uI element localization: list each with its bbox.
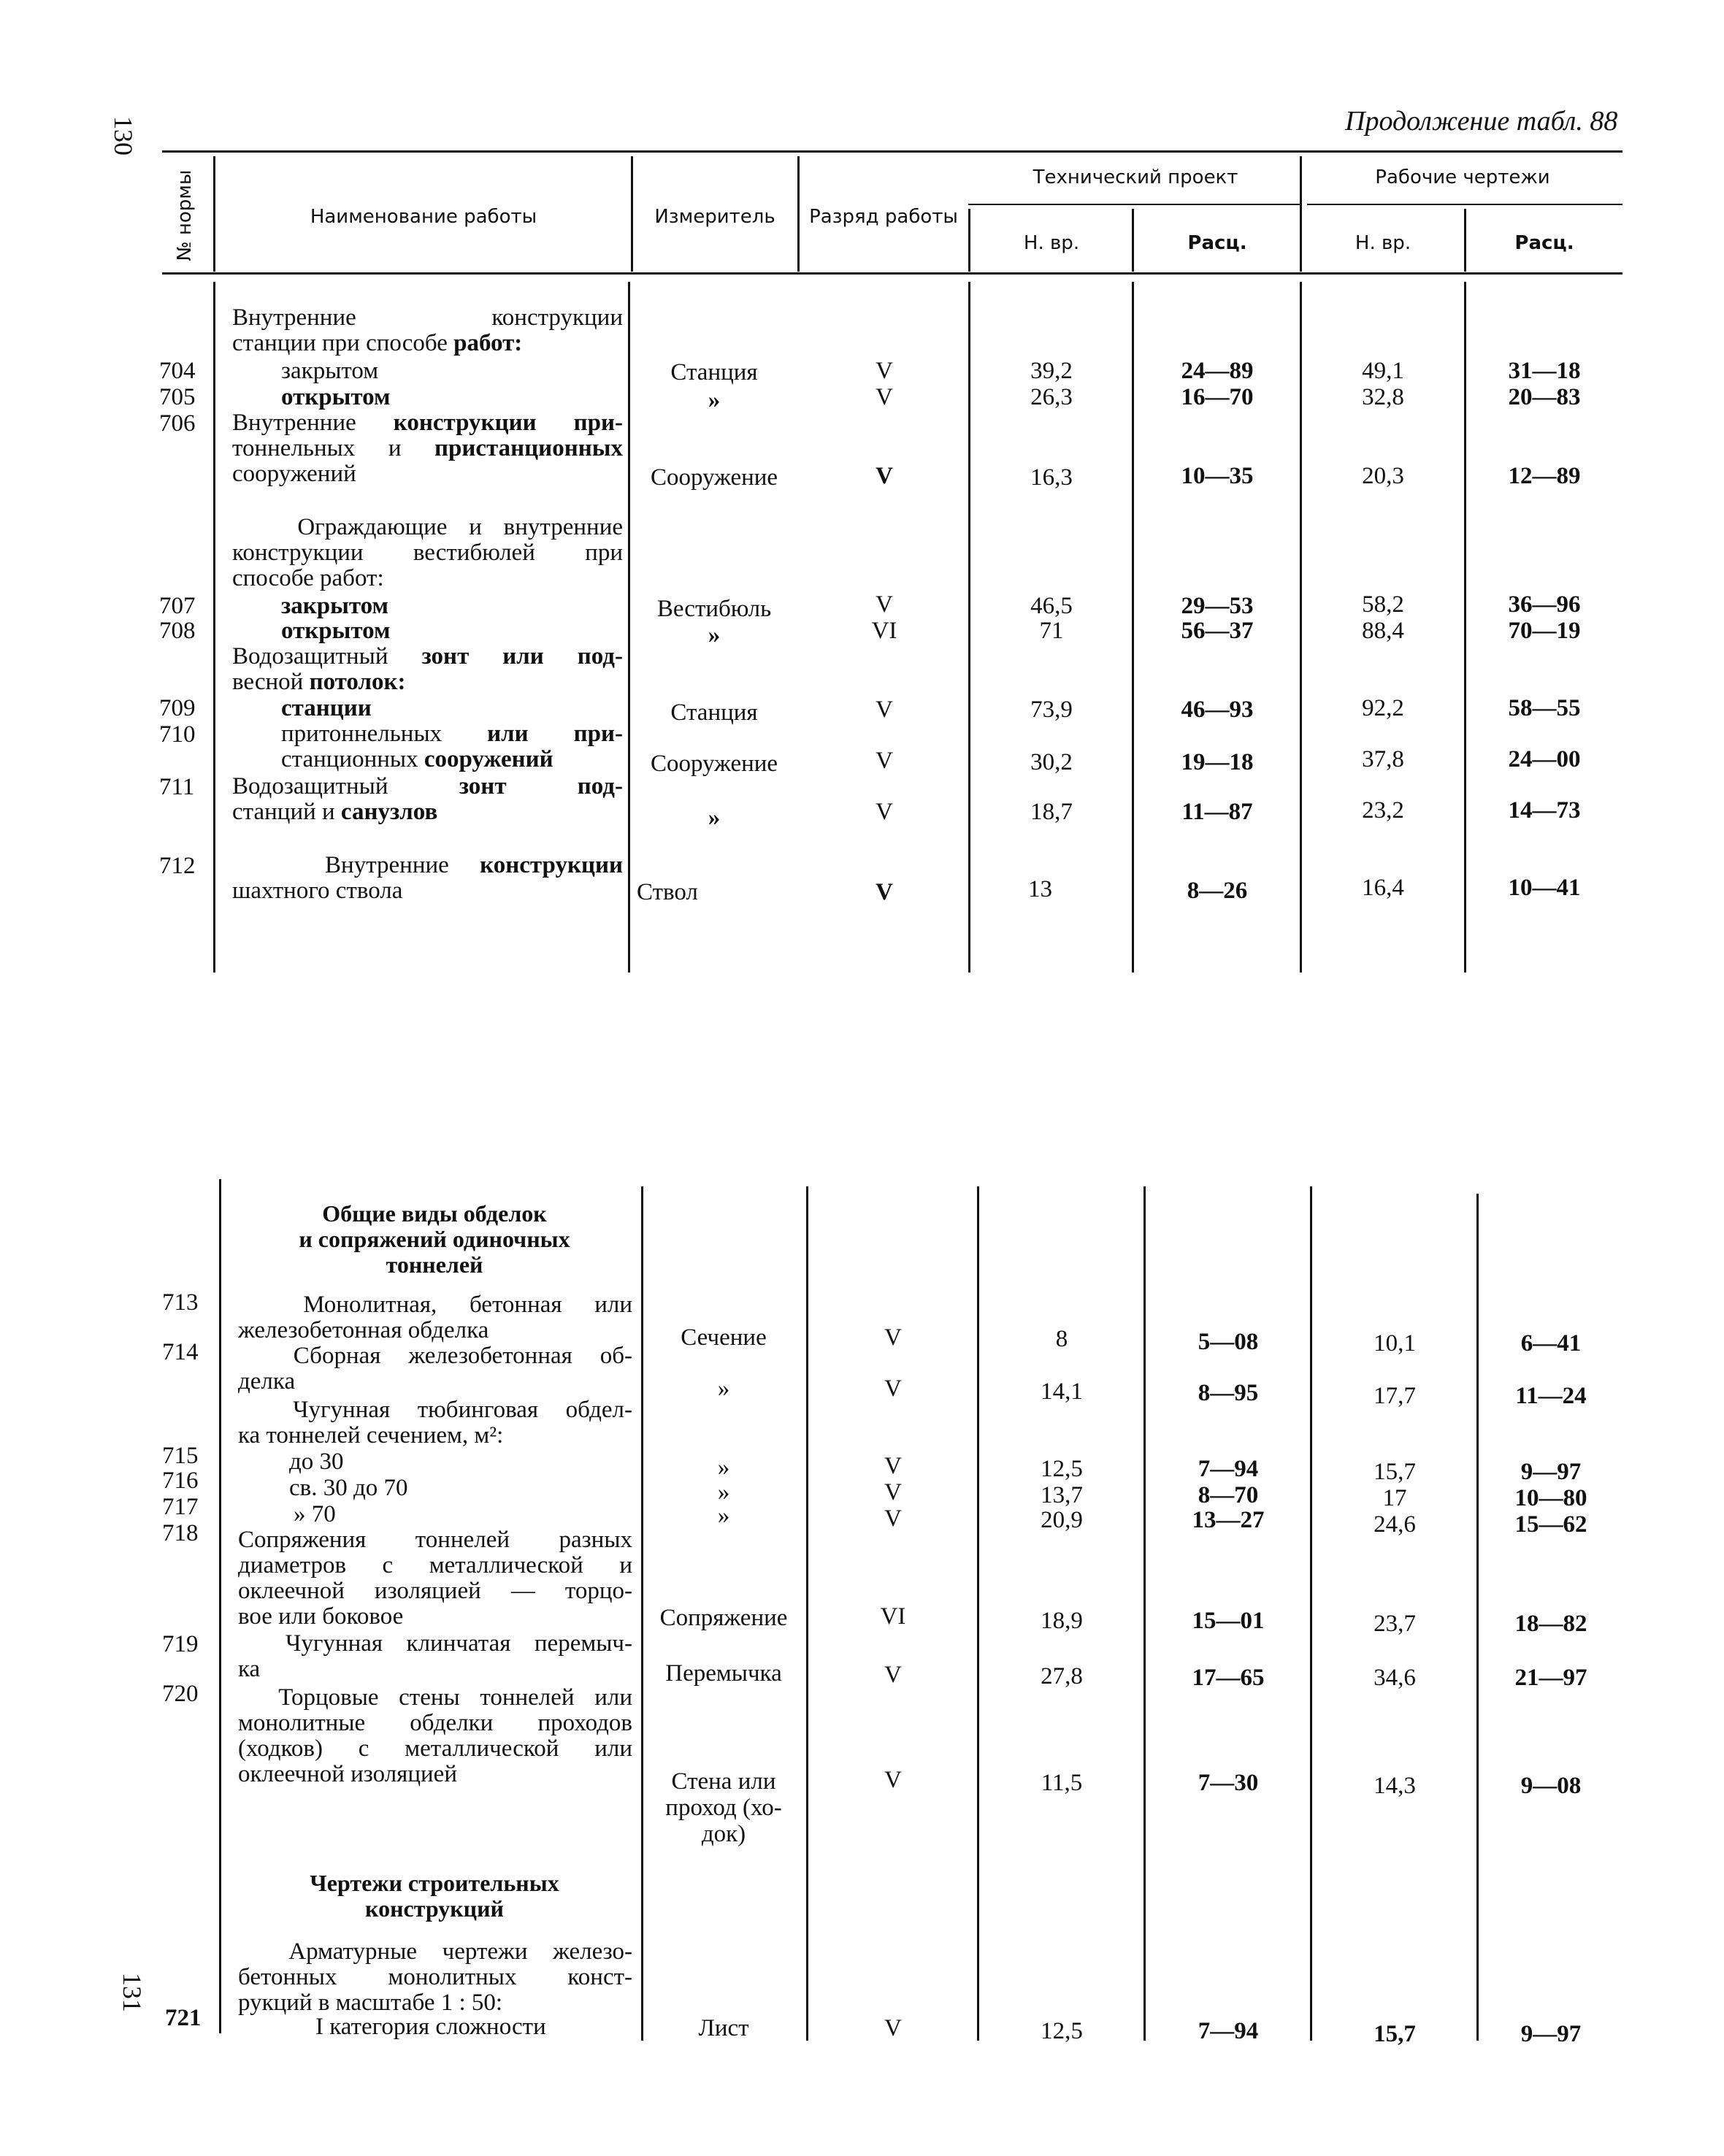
row-704-tech-hvr: 39,2 [1030, 358, 1073, 384]
row-708-work-hvr: 88,4 [1362, 618, 1404, 644]
row-704-desc: закрытом [281, 358, 379, 384]
row-707-tech-hvr: 46,5 [1030, 593, 1073, 619]
header-grade: Разряд работы [809, 206, 958, 228]
row-710-tech-hvr: 30,2 [1030, 749, 1073, 775]
row-711-grade: V [876, 799, 893, 825]
row-715-tech-hvr: 12,5 [1041, 1456, 1083, 1482]
row-718-tech-rasc: 15—01 [1192, 1608, 1265, 1634]
row-720-grade: V [884, 1767, 902, 1793]
row-719-no: 719 [162, 1631, 199, 1657]
row-705-desc: открытом [281, 384, 391, 410]
row-716-desc: св. 30 до 70 [289, 1475, 408, 1501]
row-710-desc: притоннельных или при- станционных сооружений [281, 721, 623, 772]
row-711-tech-hvr: 18,7 [1030, 799, 1073, 825]
row-712-work-hvr: 16,4 [1362, 875, 1404, 901]
row-711-unit: » [708, 805, 721, 831]
row-712-work-rasc: 10—41 [1508, 875, 1581, 901]
row-708-tech-rasc: 56—37 [1181, 618, 1254, 644]
row-705-work-hvr: 32,8 [1362, 384, 1404, 410]
row-720-work-rasc: 9—08 [1520, 1773, 1582, 1799]
row-712-unit: Ствол [637, 879, 698, 905]
row-714-work-hvr: 17,7 [1374, 1383, 1416, 1409]
header-tech: Технический проект [1033, 166, 1238, 188]
header-tech-rasc: Расц. [1187, 232, 1247, 254]
header-tech-hvr: Н. вр. [1023, 232, 1080, 254]
row-721-desc: I категория сложности [315, 2014, 546, 2040]
row-708-work-rasc: 70—19 [1508, 618, 1581, 644]
row-715-work-rasc: 9—97 [1520, 1459, 1582, 1485]
row-716-work-rasc: 10—80 [1514, 1485, 1587, 1511]
row-721-work-hvr: 15,7 [1374, 2021, 1416, 2047]
row-706-tech-rasc: 10—35 [1181, 463, 1254, 489]
group-heading-canopy: Водозащитный зонт или под- весной потолок: [232, 643, 623, 695]
row-710-work-rasc: 24—00 [1508, 746, 1581, 772]
row-714-unit: » [717, 1376, 730, 1402]
row-705-no: 705 [159, 384, 196, 410]
row-712-desc: Внутренние конструкции шахтного ствола [232, 852, 623, 904]
row-721-work-rasc: 9—97 [1520, 2021, 1582, 2047]
header-unit: Измеритель [654, 206, 775, 228]
row-721-tech-rasc: 7—94 [1198, 2018, 1259, 2044]
row-711-no: 711 [159, 774, 195, 800]
row-715-desc: до 30 [289, 1449, 344, 1475]
row-704-grade: V [876, 358, 893, 384]
row-719-work-rasc: 21—97 [1514, 1665, 1587, 1691]
header-name: Наименование работы [310, 206, 537, 228]
row-717-unit: » [717, 1503, 730, 1529]
row-708-tech-hvr: 71 [1039, 618, 1064, 644]
row-708-grade: VI [871, 618, 897, 644]
row-712-grade: V [876, 879, 893, 905]
row-715-unit: » [717, 1454, 730, 1481]
row-720-desc: Торцовые стены тоннелей или монолитные обделки проходов (ходков) с металлической или оклеечной изоляцией [238, 1684, 632, 1787]
row-705-work-rasc: 20—83 [1508, 384, 1581, 410]
row-716-no: 716 [162, 1468, 199, 1494]
row-711-desc: Водозащитный зонт под- станций и санузлов [232, 773, 623, 825]
row-708-no: 708 [159, 618, 196, 644]
row-710-tech-rasc: 19—18 [1181, 749, 1254, 775]
header-work-rasc: Расц. [1514, 232, 1574, 254]
row-714-tech-hvr: 14,1 [1041, 1378, 1083, 1405]
row-709-tech-hvr: 73,9 [1030, 697, 1073, 723]
row-720-tech-rasc: 7—30 [1198, 1770, 1259, 1796]
row-707-no: 707 [159, 593, 196, 619]
row-710-unit: Сооружение [650, 751, 778, 777]
row-709-work-hvr: 92,2 [1362, 695, 1404, 721]
row-711-work-rasc: 14—73 [1508, 797, 1581, 824]
row-715-no: 715 [162, 1443, 199, 1469]
row-712-tech-rasc: 8—26 [1187, 878, 1248, 904]
row-721-unit: Лист [698, 2015, 749, 2041]
row-719-work-hvr: 34,6 [1374, 1665, 1416, 1691]
row-709-no: 709 [159, 695, 196, 721]
row-716-tech-hvr: 13,7 [1041, 1482, 1083, 1508]
row-706-no: 706 [159, 410, 196, 437]
row-720-tech-hvr: 11,5 [1041, 1770, 1083, 1796]
row-713-no: 713 [162, 1289, 199, 1316]
row-717-work-hvr: 24,6 [1374, 1511, 1416, 1538]
row-713-grade: V [884, 1324, 902, 1351]
row-717-tech-rasc: 13—27 [1192, 1507, 1265, 1533]
row-705-tech-rasc: 16—70 [1181, 384, 1254, 410]
row-706-grade: V [876, 463, 893, 489]
row-710-work-hvr: 37,8 [1362, 746, 1404, 772]
row-719-tech-hvr: 27,8 [1041, 1663, 1083, 1689]
row-715-work-hvr: 15,7 [1374, 1459, 1416, 1485]
row-707-desc: закрытом [281, 593, 389, 619]
row-704-unit: Станция [670, 359, 758, 385]
header-no: № нормы [174, 169, 196, 261]
row-707-work-rasc: 36—96 [1508, 591, 1581, 618]
row-707-unit: Вестибюль [656, 596, 772, 622]
row-706-work-hvr: 20,3 [1362, 463, 1404, 489]
row-709-unit: Станция [670, 699, 758, 726]
page-number-top: 130 [109, 116, 138, 156]
group-heading-stations: Внутренние конструкции станции при способе работ: [232, 304, 623, 356]
section-heading-drawings: Чертежи строительных конструкций [310, 1870, 559, 1922]
group-heading-vestibules: Ограждающие и внутренние конструкции вестибюлей при способе работ: [232, 514, 623, 591]
row-706-work-rasc: 12—89 [1508, 463, 1581, 489]
row-706-unit: Сооружение [650, 464, 778, 491]
row-713-desc: Монолитная, бетонная или железобетонная обделка [238, 1292, 632, 1343]
row-707-grade: V [876, 591, 893, 618]
row-712-tech-hvr: 13 [1028, 876, 1052, 902]
row-719-tech-rasc: 17—65 [1192, 1665, 1265, 1691]
row-716-tech-rasc: 8—70 [1198, 1482, 1259, 1508]
header-work-hvr: Н. вр. [1355, 232, 1411, 254]
row-716-unit: » [717, 1479, 730, 1505]
row-709-tech-rasc: 46—93 [1181, 697, 1254, 723]
row-709-grade: V [876, 697, 893, 723]
row-713-tech-hvr: 8 [1055, 1326, 1068, 1352]
row-706-desc: Внутренние конструкции при- тоннельных и пристанционных сооружений [232, 410, 623, 487]
row-718-no: 718 [162, 1520, 199, 1546]
row-710-grade: V [876, 748, 893, 774]
page-number-bottom: 131 [118, 1973, 147, 2012]
row-718-unit: Сопряжение [659, 1605, 788, 1631]
row-709-desc: станции [281, 695, 372, 721]
row-719-unit: Перемычка [665, 1660, 782, 1687]
header-work: Рабочие чертежи [1375, 166, 1550, 188]
row-713-work-hvr: 10,1 [1374, 1330, 1416, 1357]
row-717-tech-hvr: 20,9 [1041, 1507, 1083, 1533]
row-719-grade: V [884, 1662, 902, 1688]
section-heading-linings: Общие виды обделок и сопряжений одиночных тоннелей [299, 1200, 570, 1278]
row-718-grade: VI [880, 1603, 906, 1630]
group-heading-reinforcement: Арматурные чертежи железо- бетонных монолитных конст- рукций в масштабе 1 : 50: [238, 1938, 632, 2016]
row-704-work-rasc: 31—18 [1508, 358, 1581, 384]
row-718-tech-hvr: 18,9 [1041, 1608, 1083, 1634]
row-718-desc: Сопряжения тоннелей разных диаметров с металлической и оклеечной изоляцией — торцо- вое или боковое [238, 1527, 632, 1630]
row-711-work-hvr: 23,2 [1362, 797, 1404, 824]
row-706-tech-hvr: 16,3 [1030, 464, 1073, 491]
row-717-grade: V [884, 1505, 902, 1532]
group-heading-cast-iron: Чугунная тюбинговая обдел- ка тоннелей сечением, м²: [238, 1397, 632, 1449]
row-705-unit: » [708, 387, 721, 413]
row-716-work-hvr: 17 [1382, 1485, 1407, 1511]
row-708-unit: » [708, 622, 721, 648]
row-718-work-hvr: 23,7 [1374, 1611, 1416, 1637]
row-707-tech-rasc: 29—53 [1181, 593, 1254, 619]
row-718-work-rasc: 18—82 [1514, 1611, 1587, 1637]
row-714-grade: V [884, 1376, 902, 1402]
row-716-grade: V [884, 1479, 902, 1505]
row-720-work-hvr: 14,3 [1374, 1773, 1416, 1799]
row-714-no: 714 [162, 1339, 199, 1365]
row-721-no: 721 [165, 2005, 202, 2031]
row-705-grade: V [876, 384, 893, 410]
row-712-no: 712 [159, 853, 196, 879]
row-714-desc: Сборная железобетонная об- делка [238, 1343, 632, 1395]
row-707-work-hvr: 58,2 [1362, 591, 1404, 618]
row-720-unit: Стена или проход (хо- док) [665, 1768, 782, 1847]
row-721-tech-hvr: 12,5 [1041, 2018, 1083, 2044]
row-713-unit: Сечение [681, 1324, 767, 1351]
row-715-grade: V [884, 1453, 902, 1479]
row-721-grade: V [884, 2015, 902, 2041]
row-717-desc: » 70 [294, 1501, 336, 1527]
row-717-work-rasc: 15—62 [1514, 1511, 1587, 1538]
row-714-work-rasc: 11—24 [1515, 1383, 1587, 1409]
row-720-no: 720 [162, 1681, 199, 1707]
row-719-desc: Чугунная клинчатая перемыч- ка [238, 1630, 632, 1682]
row-708-desc: открытом [281, 618, 391, 644]
row-711-tech-rasc: 11—87 [1181, 799, 1253, 825]
row-710-no: 710 [159, 721, 196, 748]
row-715-tech-rasc: 7—94 [1198, 1456, 1259, 1482]
row-705-tech-hvr: 26,3 [1030, 384, 1073, 410]
row-704-tech-rasc: 24—89 [1181, 358, 1254, 384]
row-713-work-rasc: 6—41 [1520, 1330, 1582, 1357]
table-caption: Продолжение табл. 88 [1345, 106, 1618, 137]
row-714-tech-rasc: 8—95 [1198, 1380, 1259, 1406]
row-704-work-hvr: 49,1 [1362, 358, 1404, 384]
row-713-tech-rasc: 5—08 [1198, 1329, 1259, 1355]
row-704-no: 704 [159, 358, 196, 384]
row-717-no: 717 [162, 1494, 199, 1520]
row-709-work-rasc: 58—55 [1508, 695, 1581, 721]
